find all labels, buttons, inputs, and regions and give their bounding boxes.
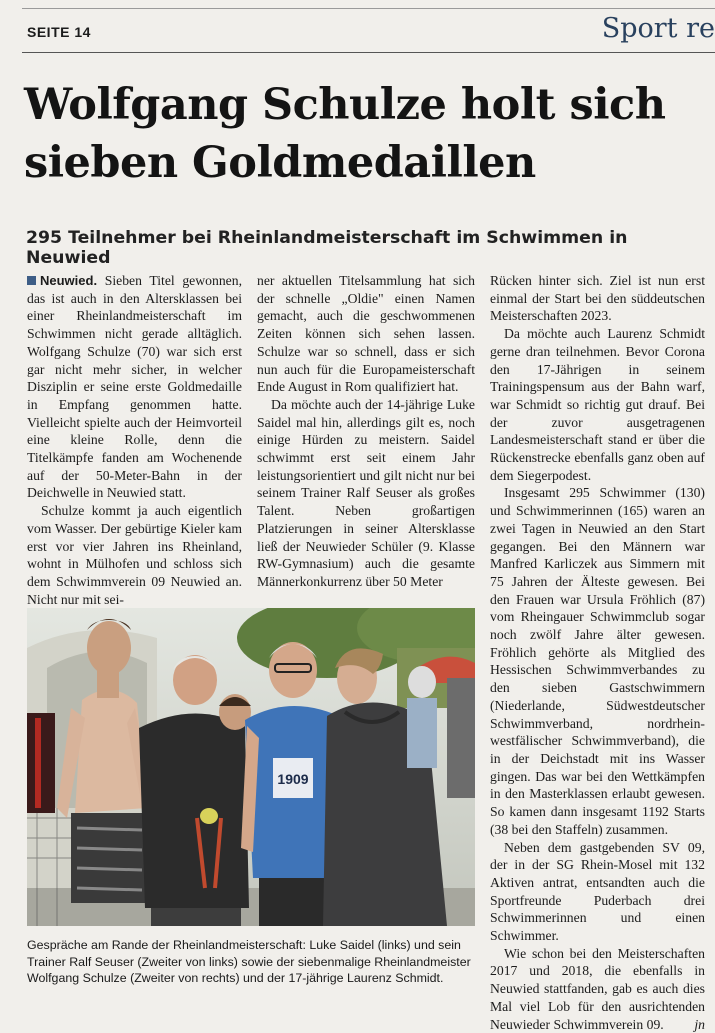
article-subheadline: 295 Teilnehmer bei Rheinlandmeisterschaft im Schwimmen in Neuwied: [26, 228, 628, 268]
text-column-1: [27, 272, 242, 608]
photo-illustration: [27, 608, 475, 926]
text-column-2: [257, 272, 475, 591]
shirt-print-text: 1909: [277, 771, 309, 787]
author-initials: jn: [694, 1016, 705, 1032]
lead-paragraph-text: Sieben Titel gewonnen, das ist auch in den Altersklassen bei einer Rheinlandmeisterschaft im Schwimmen nicht gerade alltäglich. Wolfgang Schulze (70) war sich erst gar nicht mehr sicher, in welcher Disziplin er seine erste Goldmedaille in Empfang genommen hatte. Vielleicht spielte auch der Heimvorteil eine kleine Rolle, denn die Titelkämpfe fanden am Wochenende auf der 50-Meter-Bahn in der Deichwelle in Neuwied statt.: [27, 273, 242, 501]
body-paragraph: ner aktuellen Titelsammlung hat sich der schnelle „Oldie" einen Namen gemacht, auch die geschwommenen Zeiten können sich sehen lassen. Schulze war so schnell, dass er sich nun auch für die Europameisterschaft Ende August in Rom qualifiziert hat.: [257, 273, 475, 395]
article-headline: Wolfgang Schulze holt sich sieben Goldmedaillen: [24, 80, 666, 188]
section-label: Sport re: [601, 13, 715, 44]
dateline-square-icon: [27, 276, 36, 285]
lead-paragraph: [27, 272, 242, 502]
text-column-3: [490, 272, 705, 1033]
body-paragraph: Da möchte auch der 14-jährige Luke Saidel mal hin, allerdings gilt es, noch einige Hürden zu meistern. Saidel schwimmt erst seit einem Jahr leistungsorientiert und gilt nicht nur bei seinem Trainer Ralf Seuser als großes Talent. Neben großartigen Platzierungen in seiner Altersklasse ließ der Neuwieder Schüler (9. Klasse RW-Gymnasium) auch die gesamte Männerkonkurrenz über 50 Meter: [257, 396, 475, 589]
dateline: Neuwied.: [40, 273, 98, 288]
page-number-label: SEITE 14: [27, 24, 91, 40]
body-paragraph: Neben dem gastgebenden SV 09, der in der SG Rhein-Mosel mit 132 Aktiven antrat, entsandten auch die Sportfreunde Puderbach drei Schwimmerinnen und einen Schwimmer.: [490, 839, 705, 944]
header-top-rule: [22, 8, 715, 9]
article-photo: [27, 608, 475, 926]
body-paragraph: Da möchte auch Laurenz Schmidt gerne dran teilnehmen. Bevor Corona den 17-Jährigen in seinem Trainingspensum aus der Bahn warf, war Schmidt so richtig gut drauf. Bei der zuvor ausgetragenen Landesmeisterschaft stand er über die Rückenstrecke ebenfalls ganz oben auf dem Siegerpodest.: [490, 326, 705, 483]
photo-caption: Gespräche am Rande der Rheinlandmeisterschaft: Luke Saidel (links) und sein Trainer Ralf Seuser (Zweiter von links) sowie der siebenmalige Rheinlandmeister Wolfgang Schulze (Zweiter von rechts) und der 17-jährige Laurenz Schmidt.: [27, 938, 471, 985]
body-paragraph: Schulze kommt ja auch eigentlich vom Wasser. Der gebürtige Kieler kam erst vor vier Jahren ins Rheinland, wohnt in Mülhofen und schloss sich dem Schwimmverein 09 Neuwied an. Nicht nur mit sei-: [27, 503, 242, 607]
body-paragraph: [490, 945, 705, 1033]
body-paragraph: Insgesamt 295 Schwimmer (130) und Schwimmerinnen (165) waren an zwei Tagen in Neuwied an den Start gegangen. Bei den Männern war Manfred Karliczek aus Simmern mit 75 Jahren der Älteste gewesen. Bei den Frauen war Ursula Fröhlich (87) vom Rheingauer Schwimmclub sogar noch zwölf Jahre älter gewesen. Fröhlich gehörte als Mitglied des Hessischen Schwimmverbandes zu den sieben Gastschwimmern (Niederlande, Südwestdeutscher Schwimmverband, nordrhein-westfälischer Schwimmverband), die in der Deichstadt mit ins Wasser gingen. Das war bei den Wettkämpfen in den Masterklassen erlaubt gewesen. So kamen dann insgesamt 1192 Starts (38 bei den Staffeln) zusammen.: [490, 485, 705, 837]
body-paragraph: Rücken hinter sich. Ziel ist nun erst einmal der Start bei den süddeutschen Meisterschaften 2023.: [490, 273, 705, 324]
header-rule: [22, 52, 715, 53]
closing-paragraph-text: Wie schon bei den Meisterschaften 2017 und 2018, die ebenfalls in Neuwied stattfanden, gab es auch dies Mal viel Lob für den ausrichtenden Neuwieder Schwimmverein 09.: [490, 945, 705, 1032]
